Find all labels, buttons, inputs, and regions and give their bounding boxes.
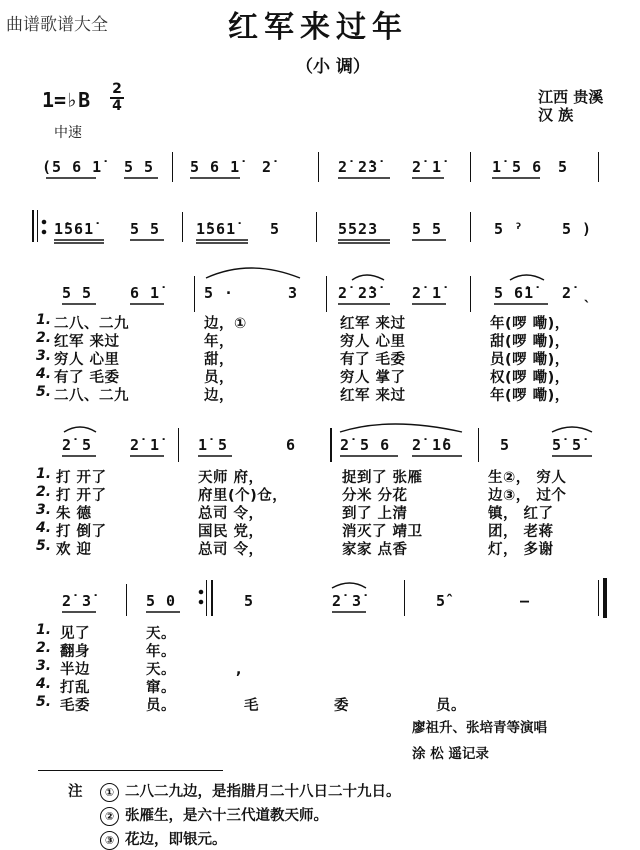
lyric-text: 权(啰 嘞)， [490,370,570,386]
source-region: 江西 贵溪 [538,88,604,106]
verse-number: 2. [36,330,52,346]
lyric-text: 员。 [436,698,466,714]
melody-note: 6 [286,436,297,454]
verse-number: 3. [36,348,52,364]
verse-number: 2. [36,484,52,500]
verse-number: 1. [36,466,52,482]
lyric-text: 穷人 心里 [54,352,120,368]
intro-note: 5 ) [562,220,593,238]
lyric-text: 红军 来过 [340,316,406,332]
verse-number: 3. [36,502,52,518]
lyric-text: 年(啰 嘞)， [490,388,570,404]
lyric-text: 捉到了 张雁 [342,470,423,486]
lyric-text: 年， [204,334,234,350]
lyric-text: 员。 [146,698,176,714]
lyric-text: 天。 [146,662,176,678]
lyric-text: 毛 [244,698,259,714]
melody-note: 2̇ 1̇ [130,436,161,454]
lyric-text: 员， [204,370,234,386]
source-ethnicity: 汉 族 [538,106,574,124]
lyric-text: 委 [334,698,349,714]
intro-note: 5 5 [124,158,155,176]
lyric-text: 有了 毛委 [54,370,120,386]
footnote-marker: ① [100,783,119,802]
performers-credit: 廖祖升、张培青等演唱 [412,720,547,736]
notes-label: 注 [68,784,83,800]
lyric-text: 有了 毛委 [340,352,406,368]
repeat-dot [42,220,45,223]
verse-number: 4. [36,520,52,536]
lyric-text: 国民 党， [198,524,264,540]
footnote-text: 张雁生，是六十三代道教天师。 [125,808,328,824]
lyric-text: 翻身 [60,644,90,660]
intro-note: 5 [558,158,569,176]
lyric-text: 窜。 [146,680,176,696]
melody-note: 2̇ 5 6 [340,436,391,454]
intro-note: 1̇ 5 6 [492,158,543,176]
intro-note: (5 6 1̇ [42,158,103,176]
lyric-text: 年。 [146,644,176,660]
melody-note: 5 · [204,284,235,302]
melody-note: 2̇ 3̇ [332,592,363,610]
intro-note: 2̇ 2̇3̇ [338,158,379,176]
lyric-text: 穷人 心里 [340,334,406,350]
lyric-text: 穷人 掌了 [340,370,406,386]
footnote-marker: ② [100,807,119,826]
lyric-text: 边，① [204,316,247,332]
repeat-dot [199,600,202,603]
intro-note: 5 5 [412,220,443,238]
melody-note: 2̇ 3̇ [62,592,93,610]
verse-number: 1. [36,622,52,638]
melody-note: 2̇ ˎ [562,284,593,302]
meter-top: 2 [112,81,122,97]
lyric-text: 打乱 [60,680,90,696]
lyric-text: 欢 迎 [56,542,92,558]
intro-note: 2̇ 1̇ [412,158,443,176]
melody-note: 5 [500,436,511,454]
lyric-text: 红军 来过 [54,334,120,350]
melody-note: 2̇ 1̇6 [412,436,453,454]
melody-note: 2̇ 1̇ [412,284,443,302]
lyric-text: 镇， 红了 [488,506,554,522]
repeat-dot [42,230,45,233]
meter-bottom: 4 [110,97,124,114]
lyric-text: 分米 分花 [342,488,408,504]
site-name: 曲谱歌谱大全 [6,15,108,35]
intro-note: 2̇ [262,158,273,176]
slur [340,424,462,432]
melody-note: 2̇ 5 [62,436,93,454]
lyric-text: 府里(个)仓， [198,488,288,504]
recorder-credit: 涂 松 遥记录 [412,746,489,762]
verse-number: 5. [36,694,52,710]
footnote-text: 二八二九边，是指腊月二十八日二十九日。 [125,784,401,800]
slur [206,268,300,278]
intro-note: 5 6 1̇ [190,158,241,176]
melody-note: 5̇ 5̇ [552,436,583,454]
lyric-text: 员(啰 嘞)， [490,352,570,368]
lyric-text: 生②， 穷人 [488,470,567,486]
footnote-text: 花边，即银元。 [125,832,227,848]
lyric-text: 甜， [204,352,234,368]
lyric-text: 总司 令， [198,506,264,522]
lyric-text: 边， [204,388,234,404]
intro-note: 5523 [338,220,379,238]
tempo-marking: 中速 [54,125,82,141]
key-signature: 1=♭B [42,88,91,112]
slur [510,275,544,280]
lyric-text: 甜(啰 嘞)， [490,334,570,350]
lyric-text: 灯， 多谢 [488,542,554,558]
slur [352,275,384,280]
slur [64,427,96,432]
verse-number: 3. [36,658,52,674]
verse-number: 2. [36,640,52,656]
lyric-text: 毛委 [60,698,90,714]
lyric-text: 年(啰 嘞)， [490,316,570,332]
intro-note: 5 ˀ [494,220,525,238]
melody-note: 5 [244,592,255,610]
lyric-text: 打 开了 [56,470,107,486]
melody-note: 5̂ [436,592,447,610]
melody-note: 5 5 [62,284,93,302]
song-title: 红军来过年 [228,10,408,45]
lyric-text: 打 倒了 [56,524,107,540]
lyric-text: 二八、二九 [54,316,129,332]
verse-number: 5. [36,538,52,554]
melody-note: 6 1̇ [130,284,161,302]
intro-note: 1̇561̇ [196,220,237,238]
footnote-marker: ③ [100,831,119,850]
lyric-text: 打 开了 [56,488,107,504]
lyric-text: 家家 点香 [342,542,408,558]
melody-note: 1̇ 5 [198,436,229,454]
melody-note: 3 [288,284,299,302]
intro-note: 5 5 [130,220,161,238]
lyric-text: 天师 府， [198,470,264,486]
lyric-text: 边③， 过个 [488,488,567,504]
melody-note: 5 6̇1̇ [494,284,535,302]
lyric-text: 消灭了 靖卫 [342,524,423,540]
melody-note: 5 0 [146,592,177,610]
intro-note: 5 [270,220,281,238]
repeat-dot [199,590,202,593]
lyric-text: 见了 [60,626,90,642]
melody-note: 2̇ 2̇3̇ [338,284,379,302]
lyric-text: 红军 来过 [340,388,406,404]
lyric-text: 总司 令， [198,542,264,558]
lyric-text: 天。 [146,626,176,642]
lyric-text: 二八、二九 [54,388,129,404]
breath-mark: , [236,662,242,678]
lyric-text: 半边 [60,662,90,678]
verse-number: 4. [36,366,52,382]
lyric-text: 朱 德 [56,506,92,522]
melody-note: — [520,592,531,610]
verse-number: 5. [36,384,52,400]
verse-number: 1. [36,312,52,328]
slur [332,583,366,588]
song-subtitle: （小 调） [296,57,370,77]
intro-note: 1̇561̇ [54,220,95,238]
lyric-text: 到了 上清 [342,506,408,522]
lyric-text: 团， 老蒋 [488,524,554,540]
verse-number: 4. [36,676,52,692]
slur [552,427,592,432]
